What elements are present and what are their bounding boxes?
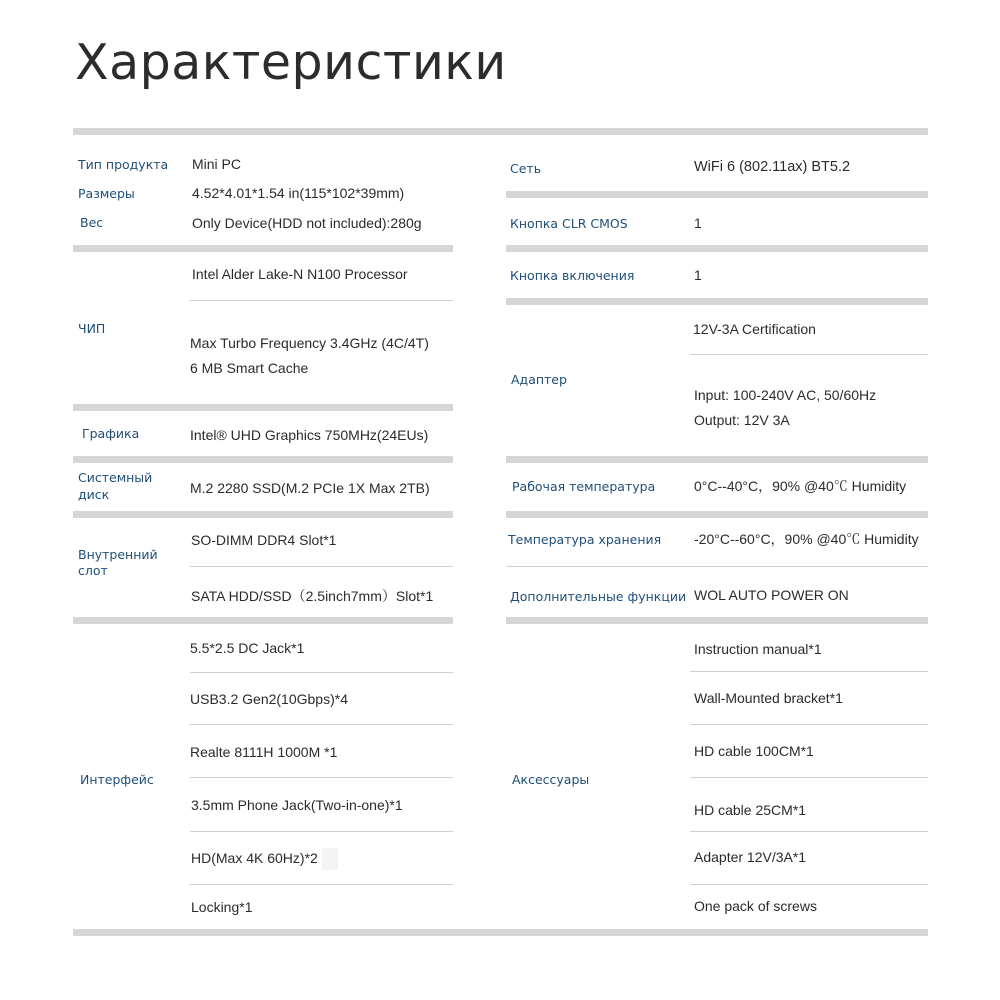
interface-item: HD(Max 4K 60Hz)*2 — [191, 850, 318, 866]
row-divider — [190, 300, 453, 301]
chip-processor-value: Intel Alder Lake-N N100 Processor — [192, 266, 408, 282]
left-divider — [73, 617, 453, 624]
row-divider — [690, 671, 928, 672]
right-divider — [506, 617, 928, 624]
accessory-item: HD cable 25CM*1 — [694, 802, 807, 818]
interface-item: 3.5mm Phone Jack(Two-in-one)*1 — [191, 797, 403, 813]
accessory-item: HD cable 100CM*1 — [694, 743, 814, 759]
row-divider — [190, 831, 453, 832]
row-divider — [190, 724, 453, 725]
internal-slot-label-line2: слот — [78, 563, 108, 578]
right-divider — [506, 245, 928, 252]
row-divider — [690, 884, 928, 885]
power-button-label: Кнопка включения — [510, 268, 635, 283]
row-divider — [690, 777, 928, 778]
system-disk-label-line1: Системный — [78, 470, 153, 485]
interface-label: Интерфейс — [80, 772, 154, 787]
dimensions-value: 4.52*4.01*1.54 in(115*102*39mm) — [192, 185, 405, 201]
page-title: Характеристики — [75, 34, 507, 91]
left-divider — [73, 245, 453, 252]
accessory-item: Wall-Mounted bracket*1 — [694, 690, 843, 706]
internal-slot-label-line1: Внутренний — [78, 547, 158, 562]
chip-cache-value: 6 MB Smart Cache — [190, 360, 309, 376]
chip-turbo-value: Max Turbo Frequency 3.4GHz (4C/4T) — [190, 335, 429, 351]
row-divider — [506, 566, 928, 567]
power-button-value: 1 — [694, 267, 702, 283]
operating-temp-value: 0°C--40°C，90% @40℃ Humidity — [694, 478, 907, 494]
internal-slot-value: SO-DIMM DDR4 Slot*1 — [191, 532, 337, 548]
clr-cmos-label: Кнопка CLR CMOS — [510, 216, 628, 231]
accessories-label: Аксессуары — [512, 772, 590, 787]
left-divider — [73, 456, 453, 463]
graphics-value: Intel® UHD Graphics 750MHz(24EUs) — [190, 427, 429, 443]
left-divider — [73, 404, 453, 411]
interface-item: USB3.2 Gen2(10Gbps)*4 — [190, 691, 348, 707]
blank-patch — [322, 848, 338, 870]
accessory-item: Instruction manual*1 — [694, 641, 822, 657]
product-type-label: Тип продукта — [78, 157, 169, 172]
operating-temp-label: Рабочая температура — [512, 479, 656, 494]
adapter-output-value: Output: 12V 3A — [694, 412, 790, 428]
storage-temp-value: -20°C--60°C，90% @40℃ Humidity — [694, 531, 919, 547]
accessory-item: Adapter 12V/3A*1 — [694, 849, 807, 865]
accessory-item: One pack of screws — [694, 898, 817, 914]
extra-functions-label: Дополнительные функции — [510, 589, 687, 604]
dimensions-label: Размеры — [78, 186, 135, 201]
network-label: Сеть — [510, 161, 542, 176]
row-divider — [190, 777, 453, 778]
row-divider — [690, 724, 928, 725]
clr-cmos-value: 1 — [694, 215, 702, 231]
internal-slot-value: SATA HDD/SSD（2.5inch7mm）Slot*1 — [191, 588, 434, 604]
storage-temp-label: Температура хранения — [508, 532, 662, 547]
weight-value: Only Device(HDD not included):280g — [192, 215, 422, 231]
system-disk-value: M.2 2280 SSD(M.2 PCIe 1X Max 2TB) — [190, 480, 430, 496]
extra-functions-value: WOL AUTO POWER ON — [694, 587, 849, 603]
bottom-divider — [73, 929, 928, 936]
right-divider — [506, 191, 928, 198]
right-divider — [506, 511, 928, 518]
adapter-label: Адаптер — [511, 372, 567, 387]
chip-label: ЧИП — [78, 321, 106, 336]
row-divider — [190, 884, 453, 885]
interface-item: Locking*1 — [191, 899, 253, 915]
adapter-input-value: Input: 100-240V AC, 50/60Hz — [694, 387, 877, 403]
right-divider — [506, 298, 928, 305]
network-value: WiFi 6 (802.11ax) BT5.2 — [694, 159, 851, 175]
top-divider — [73, 128, 928, 135]
product-type-value: Mini PC — [192, 156, 242, 172]
interface-item: 5.5*2.5 DC Jack*1 — [190, 640, 305, 656]
row-divider — [190, 566, 453, 567]
left-divider — [73, 511, 453, 518]
system-disk-label-line2: диск — [78, 487, 110, 502]
interface-item: Realte 8111H 1000M *1 — [190, 744, 338, 760]
row-divider — [690, 354, 928, 355]
adapter-certification-value: 12V-3A Certification — [693, 321, 816, 337]
right-divider — [506, 456, 928, 463]
row-divider — [190, 672, 453, 673]
row-divider — [690, 831, 928, 832]
weight-label: Вес — [80, 215, 104, 230]
graphics-label: Графика — [82, 426, 140, 441]
